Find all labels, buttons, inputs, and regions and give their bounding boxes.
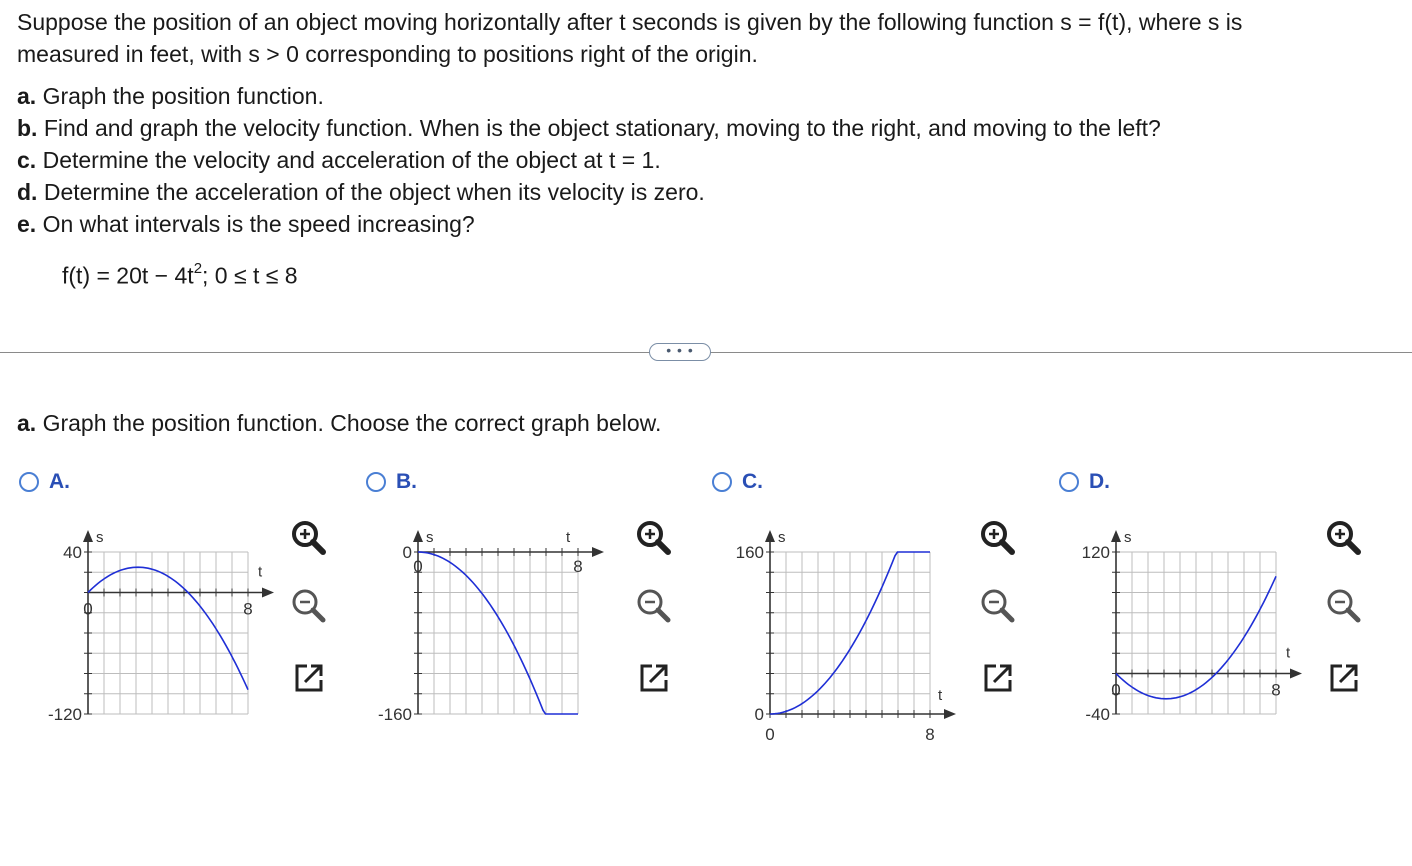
graph-b-ytop-label: 0	[402, 543, 412, 562]
graph-b-x-arrow	[592, 547, 604, 557]
graph-b-ybottom-label: -160	[377, 705, 412, 724]
graph-d-x-label: t	[1286, 644, 1291, 662]
choice-a[interactable]	[19, 470, 70, 494]
graph-c-t8-label: 8	[925, 725, 935, 740]
graph-b-ticks	[414, 548, 578, 714]
problem-statement	[17, 6, 1407, 240]
radio-a[interactable]	[19, 472, 39, 492]
graph-d-popout-icon[interactable]	[1322, 656, 1366, 700]
graph-a-ytop-label: 40	[63, 543, 82, 562]
graph-a-y-label: s	[96, 529, 104, 546]
radio-d[interactable]	[1059, 472, 1079, 492]
graph-a-t8-label: 8	[243, 599, 253, 619]
graph-b-t0-label: 0	[413, 557, 423, 576]
problem-part-d: d. Determine the acceleration of the object when its velocity is zero.	[17, 179, 705, 205]
graph-a-ybottom-label: -120	[47, 705, 82, 724]
problem-part-b: b. Find and graph the velocity function. When is the object stationary, moving to the right, and moving to the left?	[17, 115, 1161, 141]
graph-b-y-label: s	[426, 529, 434, 546]
graph-b-zoom-out-icon[interactable]	[632, 584, 676, 628]
graph-a-t0-label: 0	[83, 599, 93, 619]
graph-d-y-label: s	[1124, 529, 1132, 546]
choice-d[interactable]	[1059, 470, 1110, 494]
graph-c-ytop-label: 160	[735, 543, 764, 562]
choice-d-label: D.	[1089, 470, 1110, 493]
graph-a-x-label: t	[258, 563, 263, 581]
question-prompt: a. Graph the position function. Choose the correct graph below.	[17, 410, 662, 436]
radio-c[interactable]	[712, 472, 732, 492]
graph-d-t8-label: 8	[1271, 680, 1281, 700]
graph-b-t8-label: 8	[573, 557, 583, 576]
graph-b	[370, 510, 620, 740]
graph-a	[40, 510, 290, 740]
graph-a-x-arrow	[262, 588, 274, 598]
graph-c-x-label: t	[938, 687, 943, 704]
graph-c-y-label: s	[778, 529, 786, 546]
graph-d-x-arrow	[1290, 669, 1302, 679]
graph-d-y-arrow	[1111, 530, 1121, 542]
choice-c[interactable]	[712, 470, 763, 494]
graph-a-zoom-in-icon[interactable]	[287, 516, 331, 560]
graph-d	[1068, 510, 1318, 740]
graph-d-zoom-in-icon[interactable]	[1322, 516, 1366, 560]
graph-d-ybottom-label: -40	[1085, 705, 1110, 724]
graph-c-x-arrow	[944, 709, 956, 719]
graph-c-ybottom-label: 0	[754, 705, 764, 724]
graph-d-zoom-out-icon[interactable]	[1322, 584, 1366, 628]
graph-a-y-arrow	[83, 530, 93, 542]
graph-c-zoom-in-icon[interactable]	[976, 516, 1020, 560]
problem-part-e: e. On what intervals is the speed increasing?	[17, 211, 475, 237]
problem-intro: Suppose the position of an object moving horizontally after t seconds is given by the following function s = f(t), where s is measured in feet, with s > 0 corresponding to positions right of the origin.	[17, 9, 1243, 67]
graph-c-zoom-out-icon[interactable]	[976, 584, 1020, 628]
graph-c-y-arrow	[765, 530, 775, 542]
graph-c	[722, 510, 972, 740]
graph-c-popout-icon[interactable]	[976, 656, 1020, 700]
graph-b-grid	[418, 552, 578, 714]
choice-a-label: A.	[49, 470, 70, 493]
graph-b-x-label: t	[566, 529, 571, 546]
choice-b[interactable]	[366, 470, 417, 494]
graph-b-popout-icon[interactable]	[632, 656, 676, 700]
problem-part-a: a. Graph the position function.	[17, 83, 324, 109]
graph-c-grid	[770, 552, 930, 714]
graph-b-zoom-in-icon[interactable]	[632, 516, 676, 560]
graph-c-ticks	[766, 552, 930, 718]
graph-c-t0-label: 0	[765, 725, 775, 740]
choice-b-label: B.	[396, 470, 417, 493]
graph-a-popout-icon[interactable]	[287, 656, 331, 700]
radio-b[interactable]	[366, 472, 386, 492]
expand-more-button[interactable]: • • •	[649, 343, 711, 361]
graph-a-zoom-out-icon[interactable]	[287, 584, 331, 628]
choice-c-label: C.	[742, 470, 763, 493]
graph-d-ytop-label: 120	[1081, 543, 1110, 562]
graph-b-y-arrow	[413, 530, 423, 542]
graph-d-t0-label: 0	[1111, 680, 1121, 700]
position-formula: $f(t) = 20t - 4t^2$; 0 ≤ t ≤ 8	[62, 260, 298, 289]
problem-part-c: c. Determine the velocity and acceleration of the object at t = 1.	[17, 147, 661, 173]
